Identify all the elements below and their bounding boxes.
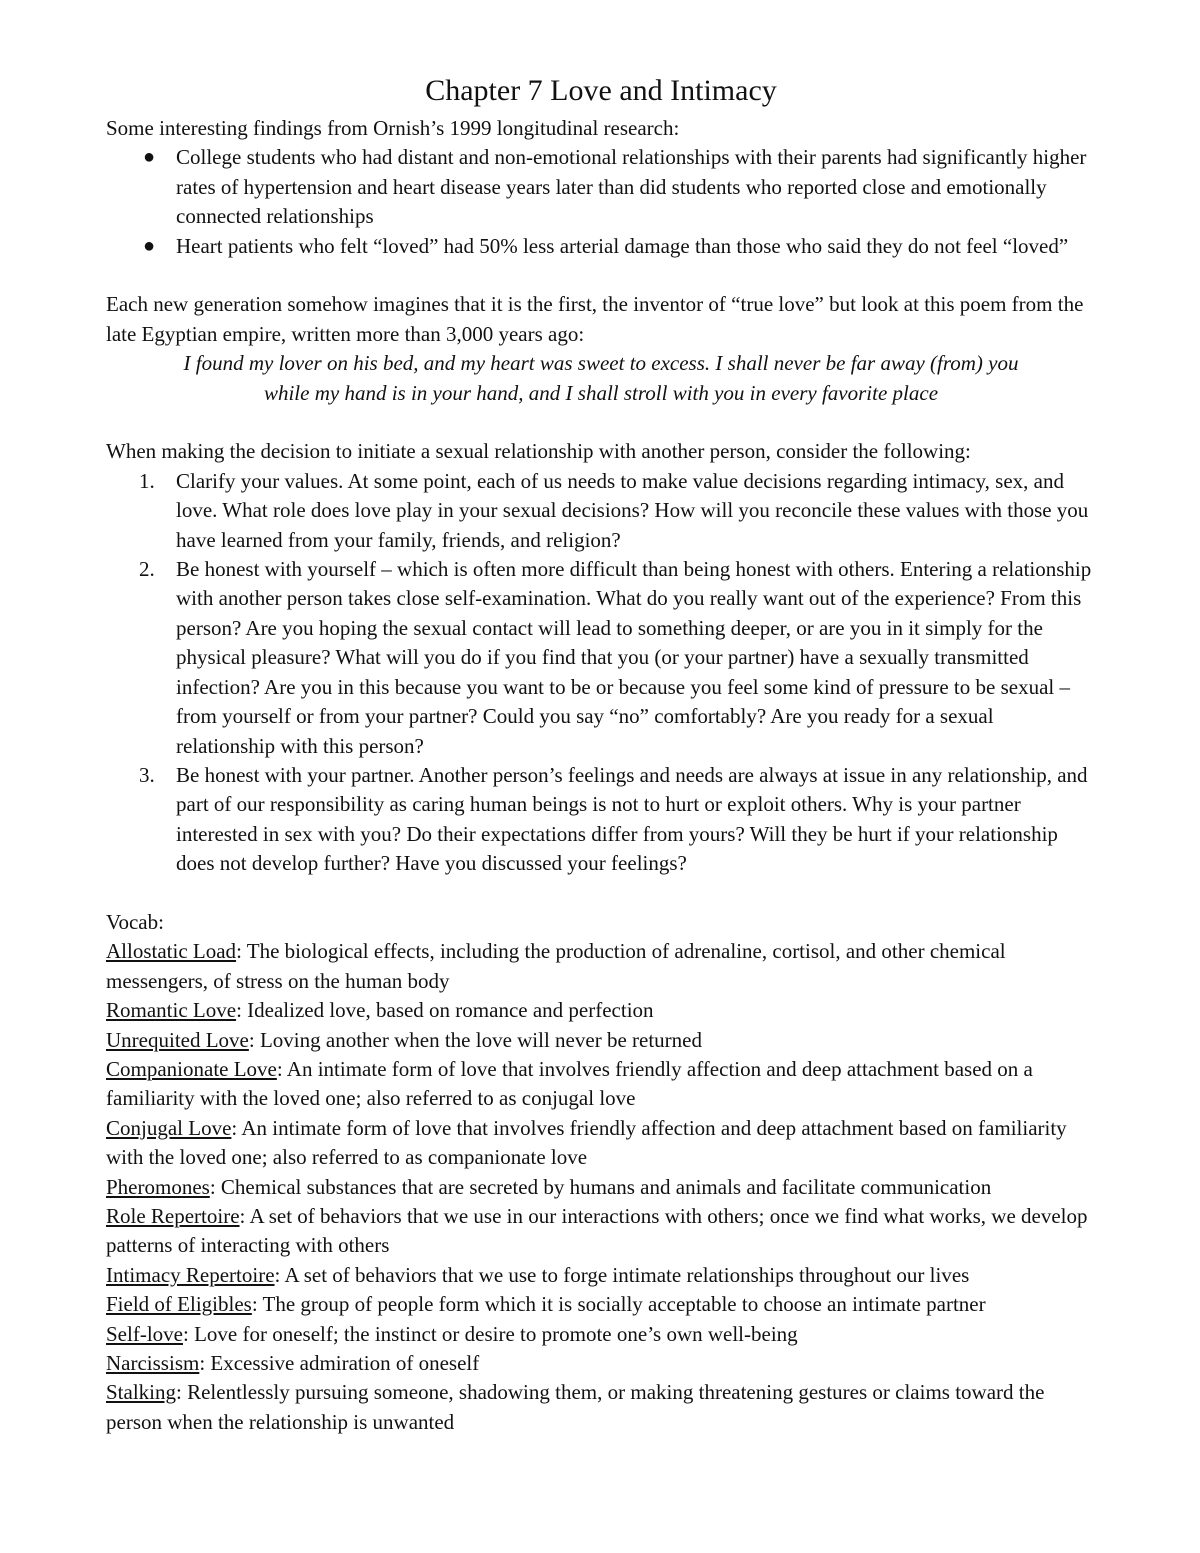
vocab-term: Field of Eligibles [106,1292,252,1317]
finding-text: College students who had distant and non-emotional relationships with their parents had significantly higher rates of hypertension and heart disease years later than did students who reported close and emotionally connected relationships [176,145,1087,229]
vocab-definition: : Chemical substances that are secreted by humans and animals and facilitate communication [209,1174,992,1199]
vocab-term: Role Repertoire [106,1203,240,1228]
bullet-icon: ● [143,234,156,257]
vocab-term: Companionate Love [106,1056,277,1081]
vocab-entry [106,937,1096,996]
vocab-entry [106,996,1096,1025]
generation-paragraph: Each new generation somehow imagines that it is the first, the inventor of “true love” but look at this poem from the late Egyptian empire, written more than 3,000 years ago: [106,292,1084,346]
vocab-definition: : The group of people form which it is socially acceptable to choose an intimate partner [251,1292,986,1317]
vocab-entry [106,1320,1096,1349]
list-item [106,232,1096,261]
vocab-entry [106,1114,1096,1173]
finding-text: Heart patients who felt “loved” had 50% less arterial damage than those who said they do not feel “loved” [176,233,1069,258]
findings-list [106,143,1096,261]
item-number: 1. [139,468,155,493]
vocab-definition: : Relentlessly pursuing someone, shadowing them, or making threatening gestures or claims toward the person when the relationship is unwanted [106,1380,1045,1434]
vocab-list [106,937,1096,1437]
vocab-term: Allostatic Load [106,939,237,964]
poem-line: while my hand is in your hand, and I shall stroll with you in every favorite place [263,380,939,405]
vocab-entry [106,1026,1096,1055]
document-page [106,72,1096,1437]
vocab-term: Intimacy Repertoire [106,1262,275,1287]
vocab-entry [106,1173,1096,1202]
page-title: Chapter 7 Love and Intimacy [425,74,777,107]
decision-intro: When making the decision to initiate a sexual relationship with another person, consider the following: [106,439,971,464]
vocab-entry [106,1055,1096,1114]
consideration-text: Be honest with your partner. Another person’s feelings and needs are always at issue in any relationship, and part of our responsibility as caring human beings is not to hurt or exploit others. Why is your partner interested in sex with you? Do their expectations differ from yours? Will they be hurt if your relationship does not develop further? Have you discussed your feelings? [176,762,1088,876]
list-item [106,467,1096,555]
list-item [106,555,1096,761]
vocab-entry [106,1349,1096,1378]
vocab-definition: : A set of behaviors that we use in our interactions with others; once we find what works, we develop patterns of interacting with others [106,1203,1088,1258]
vocab-heading: Vocab: [106,909,164,934]
vocab-term: Pheromones [106,1174,210,1199]
vocab-definition: : The biological effects, including the production of adrenaline, cortisol, and other chemical messengers, of stress on the human body [106,939,1006,993]
bullet-icon: ● [143,146,156,169]
consideration-text: Be honest with yourself – which is often more difficult than being honest with others. Entering a relationship with another person takes close self-examination. What do you really want out of the experience? From this person? Are you hoping the sexual contact will lead to something deeper, or are you in it simply for the physical pleasure? What will you do if you find that you (or your partner) have a sexually transmitted infection? Are you in this because you want to be or because you feel some kind of pressure to be sexual – from yourself or from your partner? Could you say “no” comfortably? Are you ready for a sexual relationship with this person? [176,557,1092,758]
vocab-definition: : An intimate form of love that involves friendly affection and deep attachment based on a familiarity with the loved one; also referred to as conjugal love [106,1056,1033,1111]
vocab-term: Unrequited Love [106,1027,249,1052]
vocab-entry [106,1290,1096,1319]
vocab-definition: : Excessive admiration of oneself [199,1351,480,1376]
poem-line: I found my lover on his bed, and my heart was sweet to excess. I shall never be far away (from) you [183,351,1019,376]
list-item [106,761,1096,879]
vocab-term: Romantic Love [106,998,237,1023]
vocab-entry [106,1261,1096,1290]
vocab-term: Self-love [106,1321,183,1346]
item-number: 2. [139,557,155,582]
vocab-term: Conjugal Love [106,1115,232,1140]
list-item [106,143,1096,231]
vocab-term: Narcissism [106,1351,200,1376]
vocab-definition: : Loving another when the love will never be returned [248,1027,702,1052]
vocab-definition: : An intimate form of love that involves friendly affection and deep attachment based on familiarity with the loved one; also referred to as companionate love [106,1115,1067,1170]
vocab-entry [106,1202,1096,1261]
vocab-term: Stalking [106,1380,177,1405]
considerations-list [106,467,1096,879]
vocab-entry [106,1378,1096,1437]
vocab-definition: : Idealized love, based on romance and perfection [236,998,654,1023]
vocab-definition: : Love for oneself; the instinct or desire to promote one’s own well-being [182,1321,798,1346]
consideration-text: Clarify your values. At some point, each of us needs to make value decisions regarding intimacy, sex, and love. What role does love play in your sexual decisions? How will you reconcile these values with those you have learned from your family, friends, and religion? [176,468,1089,552]
intro-text: Some interesting findings from Ornish’s 1999 longitudinal research: [106,116,680,140]
vocab-definition: : A set of behaviors that we use to forge intimate relationships throughout our lives [274,1262,970,1287]
item-number: 3. [139,762,155,787]
